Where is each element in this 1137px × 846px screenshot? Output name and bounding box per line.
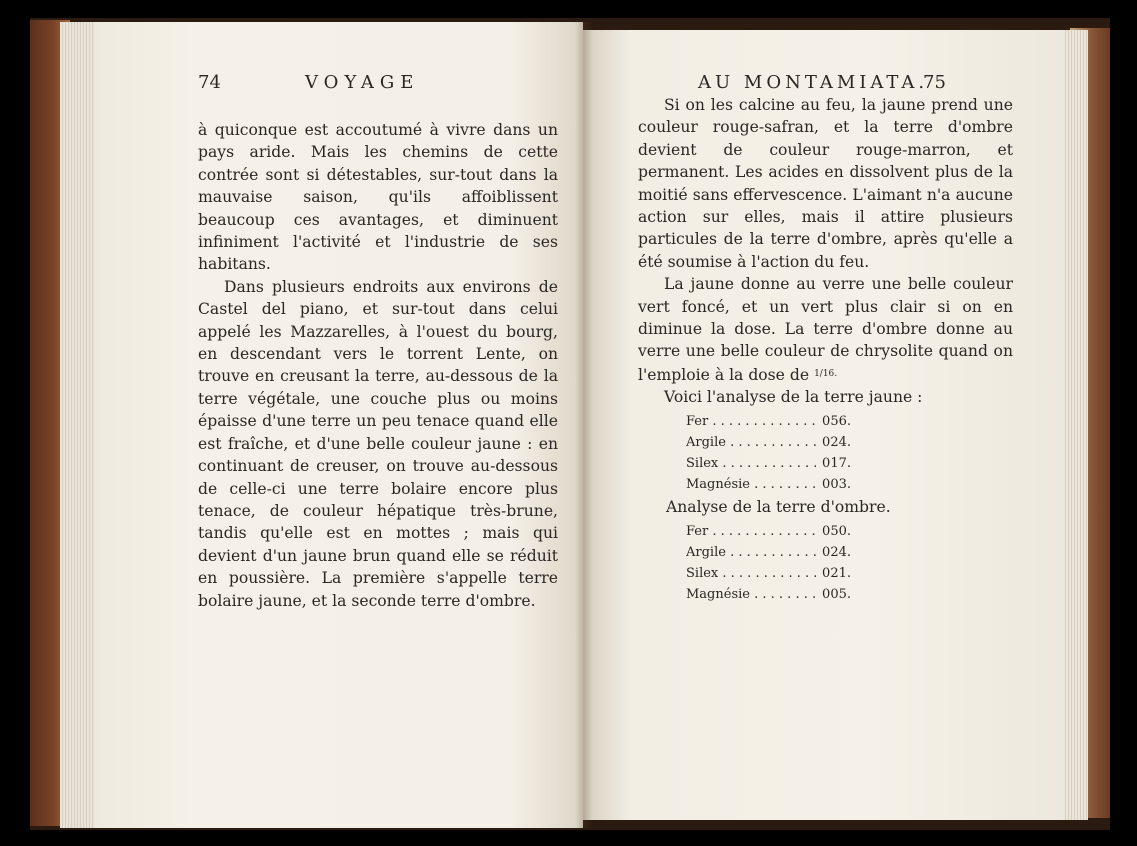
table-row: Argile . . . 024. (686, 432, 851, 453)
page-number-right: 75 (923, 72, 946, 93)
right-page (583, 30, 1065, 820)
table-row: Silex . . . 017. (686, 453, 851, 474)
table-row: Fer . . . 050. (686, 521, 851, 542)
table-row: Magnésie . . . 005. (686, 584, 851, 605)
right-page-body (638, 94, 1013, 605)
running-head-right: AU MONTAMIATA. (698, 72, 929, 93)
paragraph (638, 273, 1013, 386)
paragraph: Dans plusieurs endroits aux environs de Castel del piano, et sur-tout dans celui appelé les Mazzarelles, à l'ouest du bourg, en descendant vers le torrent Lente, on trouve en creusant la terre, au-dessous de la terre végétale, une couche plus ou moins épaisse d'une terre un peu tenace quand elle est fraîche, et d'une belle couleur jaune : en continuant de creuser, on trouve au-dessous de celle-ci une terre bolaire encore plus tenace, de couleur hépatique très-brune, tandis qu'elle est en mottes ; mais qui devient d'un jaune brun quand elle se réduit en poussière. La première s'appelle terre bolaire jaune, et la seconde terre d'ombre. (198, 277, 558, 610)
dose-fraction: 1/16. (814, 368, 838, 379)
book-gutter (575, 22, 593, 828)
paragraph: à quiconque est accoutumé à vivre dans un pays aride. Mais les chemins de cette contrée sont si détestables, sur-tout dans la mauvaise saison, qu'ils affoiblissent beaucoup ces avantages, et diminuent infiniment l'activité et l'industrie de ses habitans. (198, 121, 558, 274)
yellow-earth-analysis-table (638, 411, 1013, 495)
paragraph: Si on les calcine au feu, la jaune prend une couleur rouge-safran, et la terre d'ombre devient de couleur rouge-marron, et permanent. Les acides en dissolvent plus de la moitié sans effervescence. L'aimant n'a aucune action sur elles, mais il attire plusieurs particules de la terre d'ombre, après qu'elle a été soumise à l'action du feu. (638, 96, 1013, 271)
table-row: Fer . . . 056. (686, 411, 851, 432)
table-row: Silex . . . 021. (686, 563, 851, 584)
umber-analysis-heading: Analyse de la terre d'ombre. (666, 497, 891, 516)
running-head-left: VOYAGE (305, 72, 420, 93)
left-page (95, 22, 583, 828)
page-stack-left (60, 22, 100, 828)
umber-earth-analysis-table (638, 521, 1013, 605)
left-page-body (198, 119, 558, 612)
page-number-left: 74 (198, 72, 221, 93)
analysis-intro: Voici l'analyse de la terre jaune : (664, 388, 923, 407)
paragraph-text: La jaune donne au verre une belle couleur vert foncé, et un vert plus clair si on en diminue la dose. La terre d'ombre donne au verre une belle couleur de chrysolite quand on l'emploie à la dose de (638, 275, 1013, 384)
table-row: Argile . . . 024. (686, 542, 851, 563)
table-row: Magnésie . . . 003. (686, 474, 851, 495)
